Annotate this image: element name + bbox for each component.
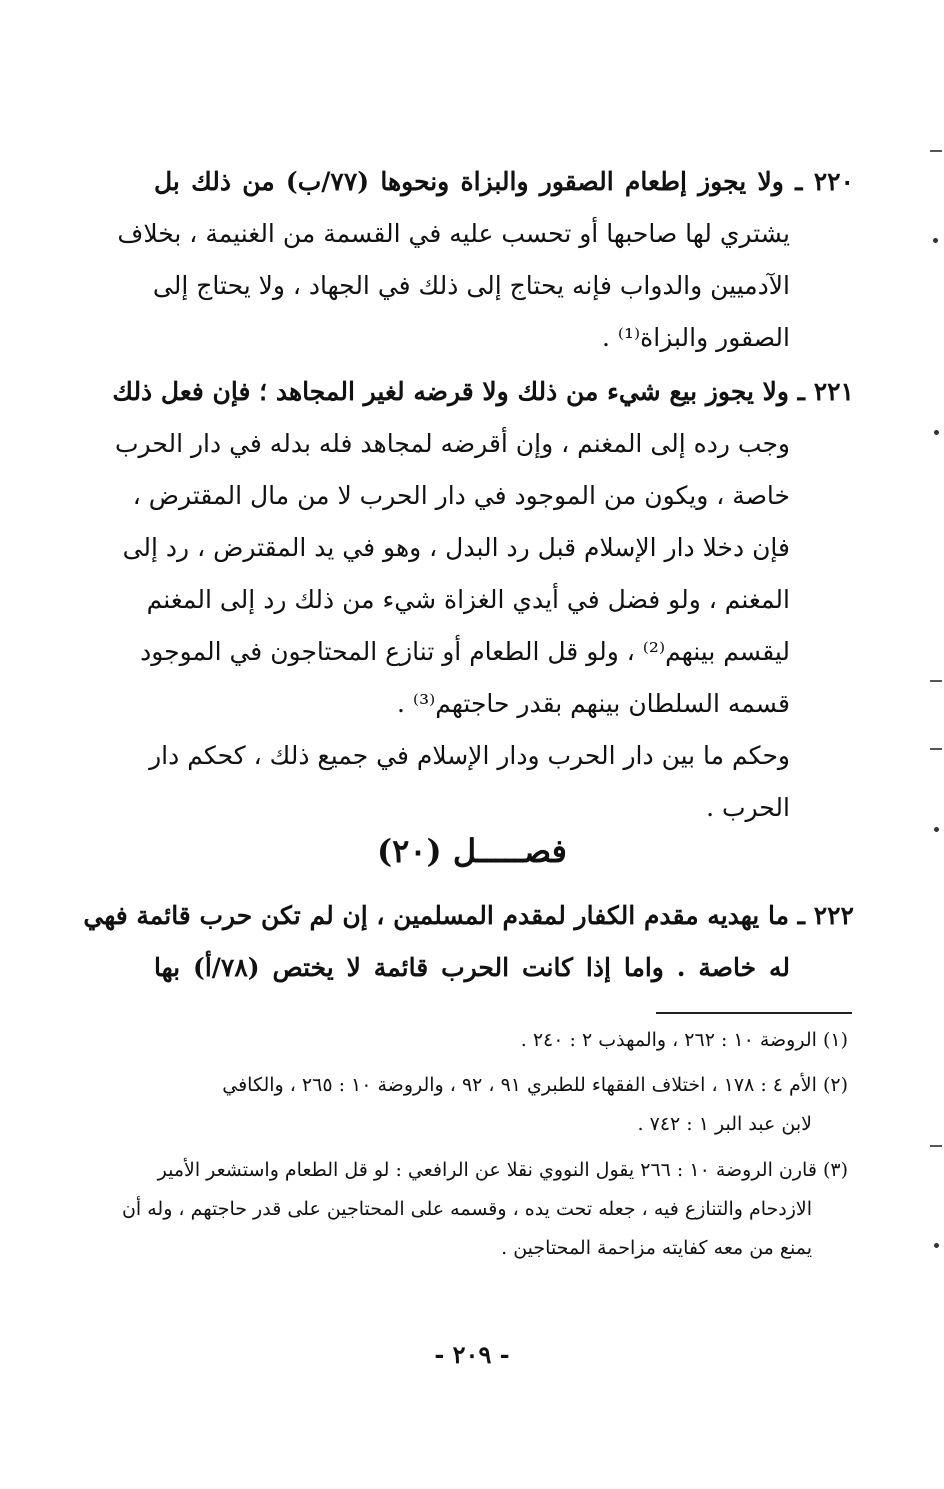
paragraph-221-line-5: المغنم ، ولو فضل في أيدي الغزاة شيء من ذلك رد إلى المغنم xyxy=(146,585,790,614)
paragraph-220-line-1: ٢٢٠ ـ ولا يجوز إطعام الصقور والبزاة ونحوها (٧٧/ب) من ذلك بل xyxy=(154,167,854,196)
scan-mark xyxy=(930,1145,942,1147)
paragraph-221-line-1: ٢٢١ ـ ولا يجوز بيع شيء من ذلك ولا قرضه لغير المجاهد ؛ فإن فعل ذلك xyxy=(112,377,854,406)
paragraph-222-line-1: ٢٢٢ ـ ما يهديه مقدم الكفار لمقدم المسلمين ، إن لم تكن حرب قائمة فهي xyxy=(83,901,854,930)
footnote-3-line-2: الازدحام والتنازع فيه ، جعله تحت يده ، وقسمه على المحتاجين على قدر حاجتهم ، وله أن xyxy=(121,1198,812,1220)
scan-mark xyxy=(934,827,939,832)
paragraph-221-line-7: قسمه السلطان بينهم بقدر حاجتهم⁽³⁾ . xyxy=(397,689,790,718)
paragraph-220-line-3: الآدميين والدواب فإنه يحتاج إلى ذلك في الجهاد ، ولا يحتاج إلى xyxy=(152,271,790,300)
paragraph-220-line-4: الصقور والبزاة⁽¹⁾ . xyxy=(601,323,790,352)
scan-mark xyxy=(933,238,938,243)
scan-mark xyxy=(930,150,942,152)
scan-mark xyxy=(930,680,942,682)
footnote-2-line-1: (٢) الأم ٤ : ١٧٨ ، اختلاف الفقهاء للطبري ٩١ ، ٩٢ ، والروضة ١٠ : ٢٦٥ ، والكافي xyxy=(222,1074,848,1096)
footnote-3-line-3: يمنع من معه كفايته مزاحمة المحتاجين . xyxy=(501,1237,812,1259)
scan-mark xyxy=(934,430,939,435)
footnote-2-line-2: لابن عبد البر ١ : ٧٤٢ . xyxy=(637,1113,812,1135)
paragraph-221-line-6: ليقسم بينهم⁽²⁾ ، ولو قل الطعام أو تنازع المحتاجون في الموجود xyxy=(140,637,790,666)
paragraph-221-line-9: الحرب . xyxy=(706,793,790,822)
paragraph-221-line-4: فإن دخلا دار الإسلام قبل رد البدل ، وهو في يد المقترض ، رد إلى xyxy=(122,533,790,562)
footnote-1: (١) الروضة ١٠ : ٢٦٢ ، والمهذب ٢ : ٢٤٠ . xyxy=(520,1029,848,1051)
section-heading: فصـــــل (٢٠) xyxy=(377,832,567,870)
paragraph-221-line-2: وجب رده إلى المغنم ، وإن أقرضه لمجاهد فله بدله في دار الحرب xyxy=(115,429,790,458)
page-number: - ٢٠٩ - xyxy=(434,1340,510,1369)
footnote-3-line-1: (٣) قارن الروضة ١٠ : ٢٦٦ يقول النووي نقلا عن الرافعي : لو قل الطعام واستشعر الأمير xyxy=(157,1159,848,1181)
paragraph-221-line-3: خاصة ، ويكون من الموجود في دار الحرب لا من مال المقترض ، xyxy=(132,481,790,510)
paragraph-222-line-2: له خاصة . واما إذا كانت الحرب قائمة لا يختص (٧٨/أ) بها xyxy=(154,953,790,982)
scan-mark xyxy=(930,748,942,750)
footnote-separator xyxy=(656,1012,852,1014)
paragraph-220-line-2: يشتري لها صاحبها أو تحسب عليه في القسمة من الغنيمة ، بخلاف xyxy=(117,219,790,248)
scan-mark xyxy=(934,1243,939,1248)
paragraph-221-line-8: وحكم ما بين دار الحرب ودار الإسلام في جميع ذلك ، كحكم دار xyxy=(149,741,790,770)
